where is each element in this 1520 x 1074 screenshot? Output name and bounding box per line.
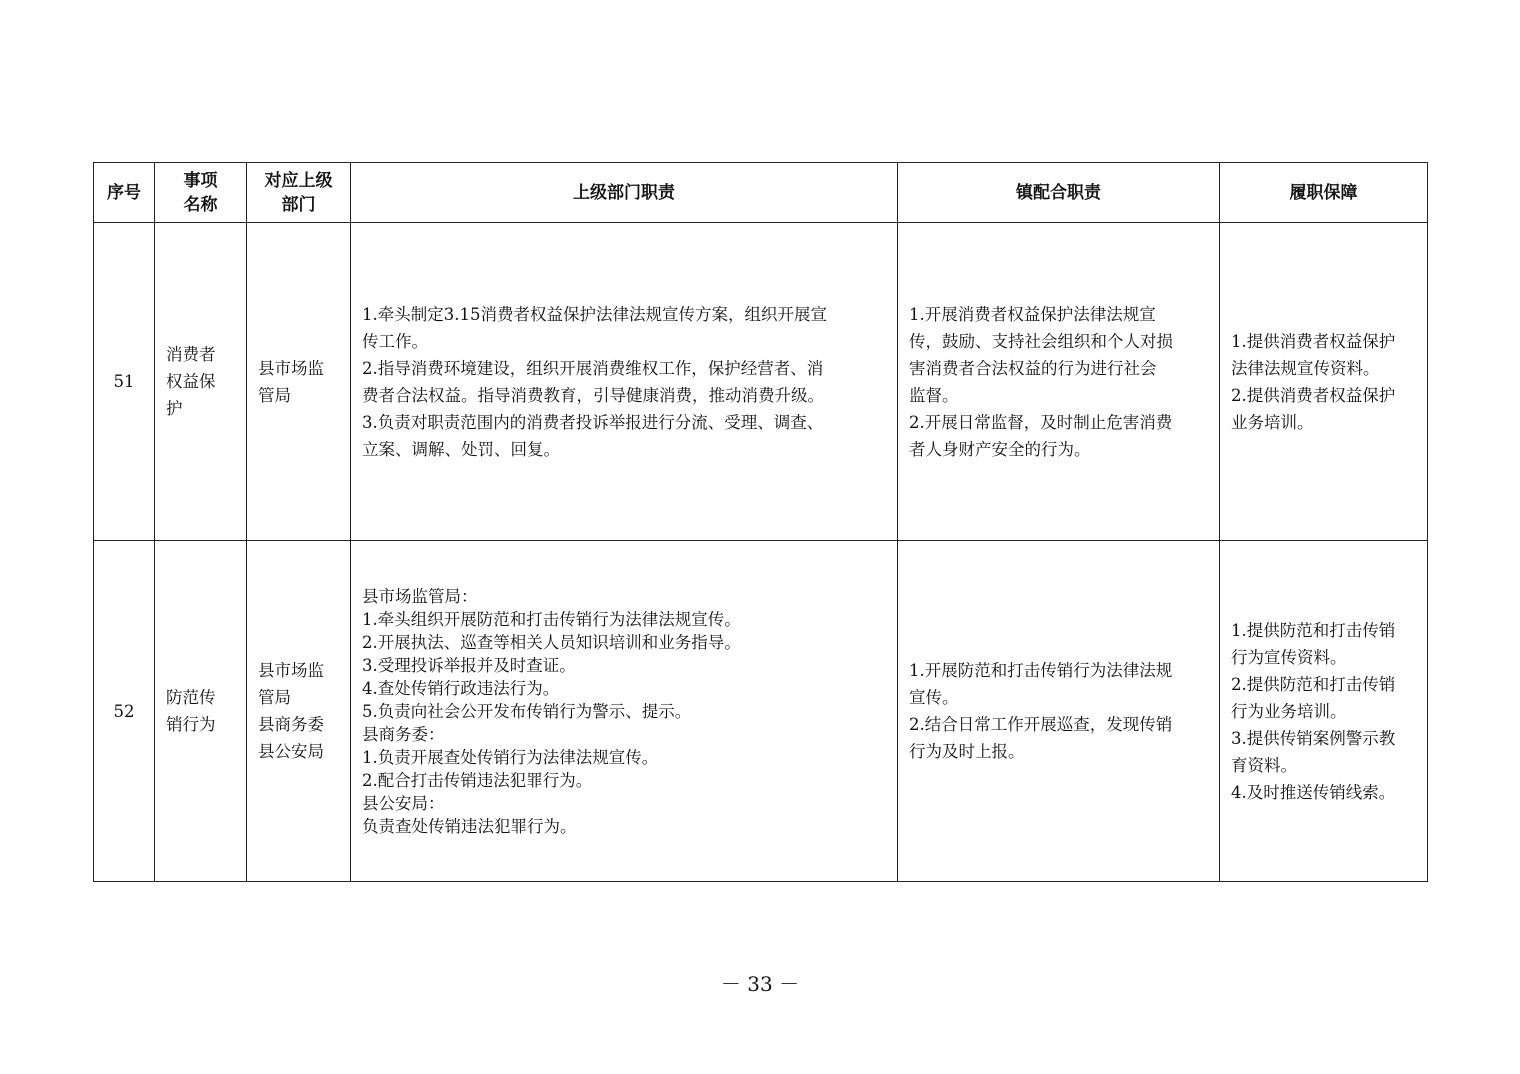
header-upper-duties	[351, 163, 898, 223]
duty-table	[93, 162, 1428, 882]
page-number: － 33 －	[720, 972, 800, 996]
cell-line: 县商务委	[258, 715, 324, 734]
cell-line: 1.提供消费者权益保护	[1231, 331, 1396, 351]
cell-line: 育资料。	[1231, 755, 1297, 775]
row-town-duties	[898, 541, 1220, 882]
cell-line: 县公安局：	[362, 793, 445, 813]
header-text: 名称	[183, 194, 218, 215]
cell-line: 1.牵头制定3.15消费者权益保护法律法规宣传方案，组织开展宣	[362, 304, 827, 324]
row-item-name	[155, 223, 247, 541]
cell-line: 销行为	[166, 715, 216, 734]
cell-line: 2.提供防范和打击传销	[1231, 674, 1396, 694]
cell-line: 1.负责开展查处传销行为法律法规宣传。	[362, 747, 659, 767]
cell-line: 4.查处传销行政违法行为。	[362, 678, 560, 698]
cell-line: 者人身财产安全的行为。	[909, 439, 1091, 459]
header-item-name	[155, 163, 247, 223]
cell-line: 立案、调解、处罚、回复。	[362, 439, 560, 459]
cell-line: 宣传。	[909, 688, 959, 707]
cell-line: 管局	[258, 688, 291, 707]
cell-line: 行为及时上报。	[909, 742, 1025, 761]
cell-line: 护	[166, 399, 183, 418]
cell-line: 5.负责向社会公开发布传销行为警示、提示。	[362, 701, 692, 721]
header-guarantee	[1220, 163, 1428, 223]
cell-line: 3.负责对职责范围内的消费者投诉举报进行分流、受理、调查、	[362, 412, 824, 432]
cell-line: 监督。	[909, 385, 959, 405]
row-guarantee	[1220, 541, 1428, 882]
header-text: 镇配合职责	[1016, 182, 1101, 203]
row-upper-duties	[351, 541, 898, 882]
cell-line: 1.牵头组织开展防范和打击传销行为法律法规宣传。	[362, 609, 741, 629]
cell-line: 1.开展防范和打击传销行为法律法规	[909, 661, 1173, 680]
cell-line: 传，鼓励、支持社会组织和个人对损	[909, 331, 1173, 351]
row-department	[247, 541, 351, 882]
cell-line: 行为业务培训。	[1231, 701, 1347, 721]
cell-line: 法律法规宣传资料。	[1231, 358, 1380, 378]
table-row	[94, 223, 1428, 541]
cell-line: 县市场监管局：	[362, 586, 478, 606]
header-text: 序号	[107, 182, 141, 203]
row-number: 51	[94, 223, 155, 541]
cell-line: 县公安局	[258, 742, 324, 761]
cell-line: 权益保	[166, 372, 216, 391]
cell-line: 业务培训。	[1231, 412, 1314, 432]
cell-line: 县商务委：	[362, 724, 445, 744]
cell-line: 3.提供传销案例警示教	[1231, 728, 1396, 748]
row-town-duties	[898, 223, 1220, 541]
cell-line: 费者合法权益。指导消费教育，引导健康消费，推动消费升级。	[362, 385, 824, 405]
cell-line: 防范传	[166, 688, 216, 707]
cell-line: 2.结合日常工作开展巡查，发现传销	[909, 715, 1173, 734]
row-item-name	[155, 541, 247, 882]
header-text: 履职保障	[1289, 182, 1358, 203]
cell-line: 县市场监	[258, 358, 324, 378]
cell-line: 害消费者合法权益的行为进行社会	[909, 358, 1157, 378]
cell-line: 消费者	[166, 345, 216, 364]
cell-line: 行为宣传资料。	[1231, 647, 1347, 667]
cell-line: 1.开展消费者权益保护法律法规宣	[909, 304, 1156, 324]
cell-line: 2.开展执法、巡查等相关人员知识培训和业务指导。	[362, 632, 741, 652]
cell-line: 2.提供消费者权益保护	[1231, 385, 1396, 405]
row-guarantee	[1220, 223, 1428, 541]
header-text: 对应上级	[264, 170, 333, 191]
table-row	[94, 541, 1428, 882]
cell-line: 负责查处传销违法犯罪行为。	[362, 816, 577, 836]
cell-line: 2.指导消费环境建设，组织开展消费维权工作，保护经营者、消	[362, 358, 824, 378]
cell-line: 4.及时推送传销线索。	[1231, 782, 1396, 802]
cell-line: 1.提供防范和打击传销	[1231, 620, 1396, 640]
cell-line: 管局	[258, 385, 291, 405]
row-upper-duties	[351, 223, 898, 541]
cell-line: 2.开展日常监督，及时制止危害消费	[909, 412, 1173, 432]
header-department	[247, 163, 351, 223]
header-number	[94, 163, 155, 223]
header-text: 部门	[281, 194, 316, 215]
cell-line: 传工作。	[362, 331, 428, 351]
cell-line: 3.受理投诉举报并及时查证。	[362, 655, 576, 675]
header-text: 上级部门职责	[573, 182, 675, 203]
header-town-duties	[898, 163, 1220, 223]
cell-line: 县市场监	[258, 661, 324, 680]
row-number: 52	[94, 541, 155, 882]
cell-line: 2.配合打击传销违法犯罪行为。	[362, 770, 593, 790]
header-text: 事项	[183, 170, 218, 191]
header-row	[94, 163, 1428, 223]
row-department	[247, 223, 351, 541]
